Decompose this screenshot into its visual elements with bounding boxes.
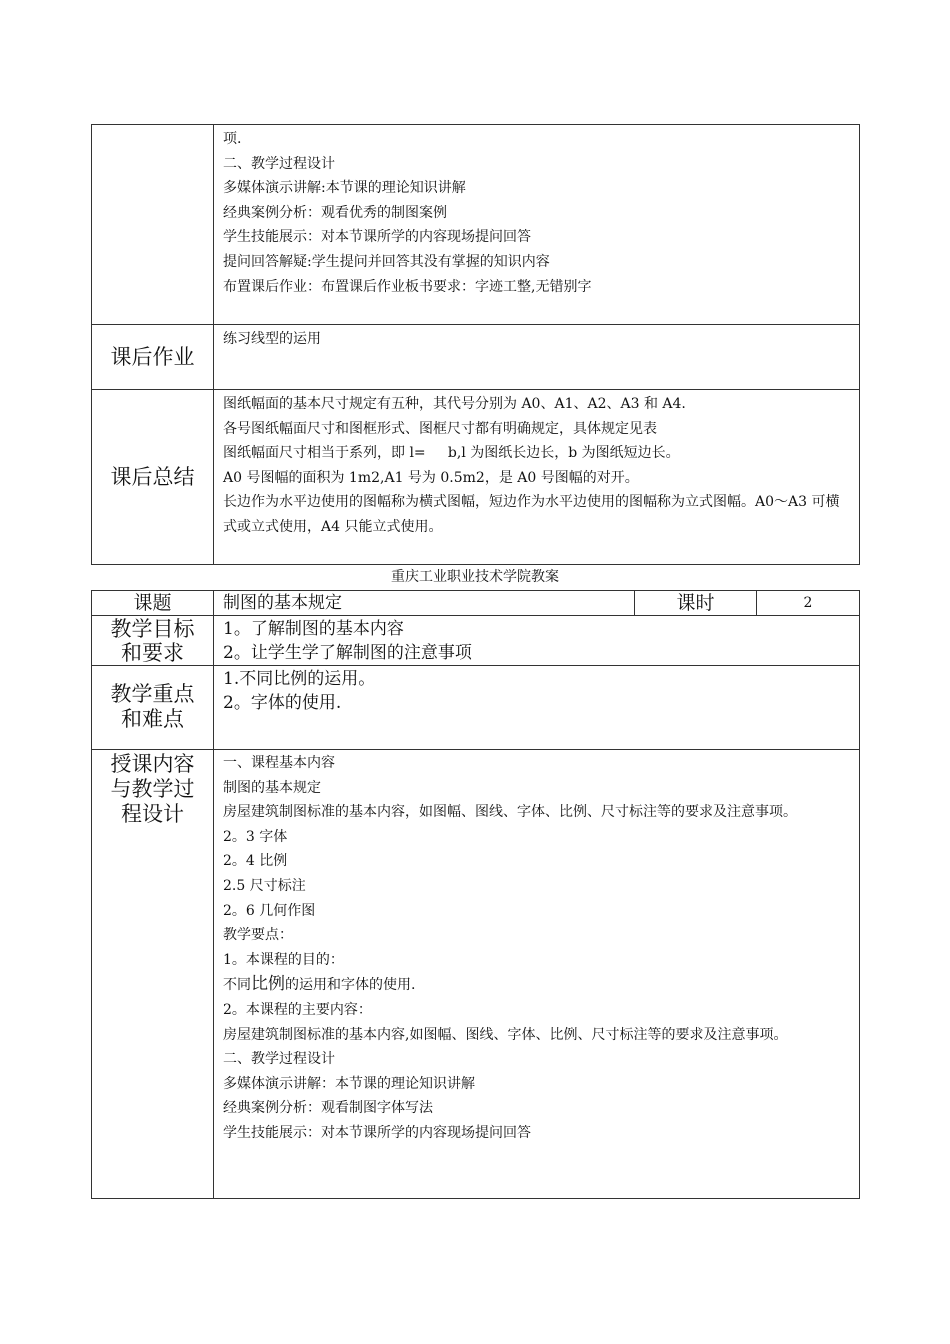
document-caption: 重庆工业职业技术学院教案 bbox=[391, 569, 559, 585]
keypoint-item: 2。字体的使用. bbox=[223, 693, 342, 713]
process-row bbox=[92, 125, 860, 325]
process-label-cell bbox=[92, 125, 214, 325]
content-line: 学生技能展示：对本节课所学的内容现场提问回答 bbox=[223, 1124, 531, 1141]
content-line: 2。4 比例 bbox=[223, 853, 288, 870]
summary-line: 各号图纸幅面尺寸和图框形式、图框尺寸都有明确规定，具体规定见表 bbox=[223, 420, 657, 437]
content-row bbox=[92, 750, 860, 1199]
goals-label: 教学目标和要求 bbox=[92, 616, 214, 666]
keypoints-label: 教学重点和难点 bbox=[92, 666, 214, 750]
process-content-cell bbox=[214, 125, 860, 325]
content-line: 多媒体演示讲解：本节课的理论知识讲解 bbox=[223, 1075, 475, 1092]
summary-label: 课后总结 bbox=[92, 390, 214, 565]
process-line: 提问回答解疑:学生提问并回答其没有掌握的知识内容 bbox=[223, 253, 550, 270]
keypoints-cell bbox=[214, 666, 860, 750]
homework-label: 课后作业 bbox=[92, 325, 214, 390]
summary-row bbox=[92, 390, 860, 565]
content-cell bbox=[214, 750, 860, 1199]
summary-line: 图纸幅面的基本尺寸规定有五种，其代号分别为 A0、A1、A2、A3 和 A4. bbox=[223, 396, 686, 412]
content-line: 房屋建筑制图标准的基本内容，如图幅、图线、字体、比例、尺寸标注等的要求及注意事项。 bbox=[223, 804, 797, 821]
process-line: 经典案例分析：观看优秀的制图案例 bbox=[223, 204, 447, 221]
content-line: 二、教学过程设计 bbox=[223, 1051, 335, 1068]
content-label: 授课内容与教学过程设计 bbox=[92, 750, 214, 1199]
content-line: 制图的基本规定 bbox=[223, 779, 321, 796]
continuation-table bbox=[91, 124, 860, 565]
content-line: 1。本课程的目的： bbox=[223, 951, 344, 968]
summary-line: A0 号图幅的面积为 1m2,A1 号为 0.5m2，是 A0 号图幅的对开。 bbox=[223, 469, 639, 486]
process-line: 项. bbox=[223, 131, 242, 147]
topic-value: 制图的基本规定 bbox=[223, 593, 342, 613]
hours-value: 2 bbox=[757, 591, 860, 616]
summary-content-cell bbox=[214, 390, 860, 565]
lesson-plan-table bbox=[91, 590, 860, 1199]
content-text: 不同 bbox=[223, 977, 251, 994]
process-line: 二、教学过程设计 bbox=[223, 155, 335, 172]
summary-line: 长边作为水平边使用的图幅称为横式图幅，短边作为水平边使用的图幅称为立式图幅。A0～A3 可横式或立式使用，A4 只能立式使用。 bbox=[223, 494, 840, 535]
content-line: 2。3 字体 bbox=[223, 828, 288, 845]
keypoint-item: 1.不同比例的运用。 bbox=[223, 669, 376, 689]
keypoints-row bbox=[92, 666, 860, 750]
homework-row bbox=[92, 325, 860, 390]
goals-cell bbox=[214, 616, 860, 666]
process-line: 布置课后作业：布置课后作业板书要求：字迹工整,无错别字 bbox=[223, 278, 592, 295]
content-line: 经典案例分析：观看制图字体写法 bbox=[223, 1100, 433, 1117]
content-line: 2.5 尺寸标注 bbox=[223, 877, 306, 894]
process-line: 学生技能展示：对本节课所学的内容现场提问回答 bbox=[223, 229, 531, 246]
topic-row bbox=[92, 591, 860, 616]
content-line: 一、课程基本内容 bbox=[223, 755, 335, 771]
summary-line: 图纸幅面尺寸相当于系列，即 l= b,l 为图纸长边长，b 为图纸短边长。 bbox=[223, 445, 680, 462]
content-text: 的运用和字体的使用. bbox=[285, 977, 416, 994]
content-line: 2。6 几何作图 bbox=[223, 902, 316, 919]
goal-item: 1。了解制图的基本内容 bbox=[223, 619, 404, 639]
hours-label: 课时 bbox=[635, 591, 757, 616]
topic-label: 课题 bbox=[92, 591, 214, 616]
content-line: 教学要点： bbox=[223, 927, 293, 944]
process-line: 多媒体演示讲解:本节课的理论知识讲解 bbox=[223, 180, 466, 197]
homework-content-cell bbox=[214, 325, 860, 390]
content-text: 比例 bbox=[251, 974, 285, 995]
content-line: 2。本课程的主要内容： bbox=[223, 1001, 372, 1018]
content-line bbox=[223, 972, 851, 998]
goal-item: 2。让学生学了解制图的注意事项 bbox=[223, 643, 472, 663]
goals-row bbox=[92, 616, 860, 666]
topic-cell bbox=[214, 591, 635, 616]
homework-text: 练习线型的运用 bbox=[223, 331, 321, 347]
content-line: 房屋建筑制图标准的基本内容,如图幅、图线、字体、比例、尺寸标注等的要求及注意事项。 bbox=[223, 1026, 788, 1043]
